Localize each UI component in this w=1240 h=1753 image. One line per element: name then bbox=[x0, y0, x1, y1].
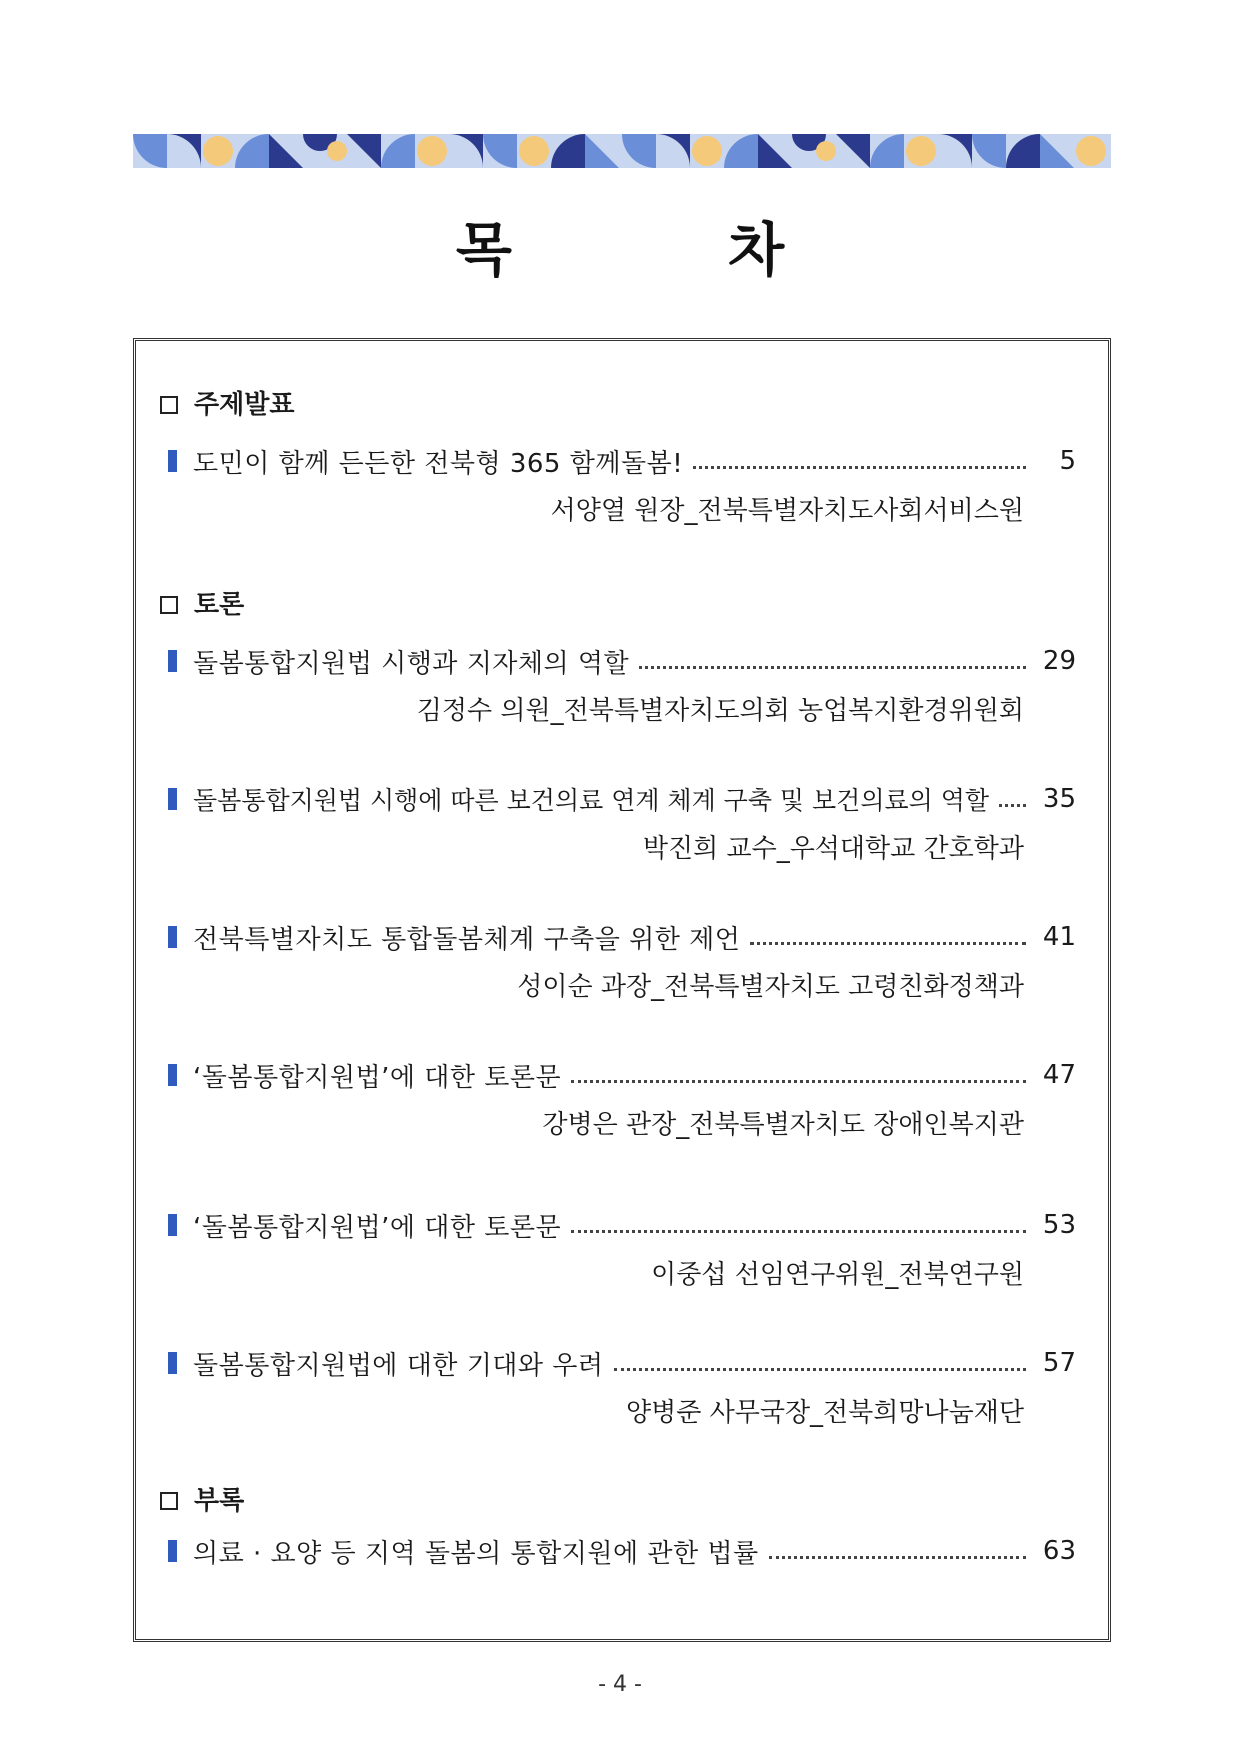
entry-speaker: 서양열 원장_전북특별자치도사회서비스원 bbox=[550, 496, 1024, 526]
dot-leader bbox=[769, 1556, 1026, 1559]
section-heading-appendix bbox=[160, 1481, 244, 1521]
bullet-icon bbox=[168, 1064, 177, 1086]
toc-entry[interactable] bbox=[168, 1531, 1076, 1571]
toc-entry[interactable] bbox=[168, 1343, 1076, 1383]
entry-speaker: 이중섭 선임연구위원_전북연구원 bbox=[651, 1260, 1024, 1290]
dot-leader bbox=[693, 466, 1026, 469]
entry-page-number: 47 bbox=[1042, 1060, 1076, 1090]
section-heading-discussion bbox=[160, 585, 244, 625]
decorative-banner bbox=[133, 134, 1111, 168]
toc-entry[interactable] bbox=[168, 917, 1076, 957]
section-heading-label: 부록 bbox=[194, 1486, 245, 1516]
checkbox-icon bbox=[160, 596, 178, 614]
entry-title: ‘돌봄통합지원법’에 대한 토론문 bbox=[193, 1062, 562, 1093]
toc-entry[interactable] bbox=[168, 441, 1076, 481]
section-heading-keynote bbox=[160, 385, 294, 425]
entry-page-number: 41 bbox=[1042, 922, 1076, 952]
entry-speaker: 성이순 과장_전북특별자치도 고령친화정책과 bbox=[517, 972, 1024, 1002]
dot-leader bbox=[614, 1368, 1026, 1371]
page-number-footer: - 4 - bbox=[598, 1672, 642, 1697]
entry-page-number: 29 bbox=[1042, 646, 1076, 676]
bullet-icon bbox=[168, 450, 177, 472]
entry-page-number: 63 bbox=[1042, 1536, 1076, 1566]
dot-leader bbox=[571, 1080, 1026, 1083]
dot-leader bbox=[639, 666, 1026, 669]
entry-page-number: 5 bbox=[1059, 446, 1076, 476]
bullet-icon bbox=[168, 926, 177, 948]
bullet-icon bbox=[168, 1540, 177, 1562]
dot-leader bbox=[571, 1230, 1026, 1233]
entry-speaker: 양병준 사무국장_전북희망나눔재단 bbox=[625, 1398, 1024, 1428]
entry-title: 전북특별자치도 통합돌봄체계 구축을 위한 제언 bbox=[193, 924, 741, 955]
checkbox-icon bbox=[160, 1492, 178, 1510]
entry-page-number: 35 bbox=[1042, 784, 1076, 814]
entry-speaker: 강병은 관장_전북특별자치도 장애인복지관 bbox=[542, 1110, 1024, 1140]
bullet-icon bbox=[168, 1214, 177, 1236]
entry-page-number: 53 bbox=[1042, 1210, 1076, 1240]
entry-page-number: 57 bbox=[1042, 1348, 1076, 1378]
table-of-contents bbox=[133, 338, 1111, 1642]
section-heading-label: 주제발표 bbox=[194, 390, 295, 420]
bullet-icon bbox=[168, 788, 177, 810]
entry-speaker: 김정수 의원_전북특별자치도의회 농업복지환경위원회 bbox=[416, 696, 1024, 726]
section-heading-label: 토론 bbox=[194, 590, 245, 620]
dot-leader bbox=[750, 942, 1026, 945]
dot-leader bbox=[999, 804, 1026, 807]
entry-title: 의료 · 요양 등 지역 돌봄의 통합지원에 관한 법률 bbox=[193, 1538, 759, 1569]
toc-entry[interactable] bbox=[168, 779, 1076, 819]
entry-speaker: 박진희 교수_우석대학교 간호학과 bbox=[642, 834, 1024, 864]
entry-title: 돌봄통합지원법 시행에 따른 보건의료 연계 체계 구축 및 보건의료의 역할 bbox=[193, 786, 990, 815]
entry-title: ‘돌봄통합지원법’에 대한 토론문 bbox=[193, 1212, 562, 1243]
entry-title: 도민이 함께 든든한 전북형 365 함께돌봄! bbox=[193, 448, 684, 479]
bullet-icon bbox=[168, 650, 177, 672]
toc-entry[interactable] bbox=[168, 1055, 1076, 1095]
toc-entry[interactable] bbox=[168, 1205, 1076, 1245]
entry-title: 돌봄통합지원법에 대한 기대와 우려 bbox=[193, 1350, 604, 1381]
entry-title: 돌봄통합지원법 시행과 지자체의 역할 bbox=[193, 648, 630, 679]
toc-entry[interactable] bbox=[168, 641, 1076, 681]
bullet-icon bbox=[168, 1352, 177, 1374]
checkbox-icon bbox=[160, 396, 178, 414]
page-title: 목 차 bbox=[455, 216, 883, 284]
